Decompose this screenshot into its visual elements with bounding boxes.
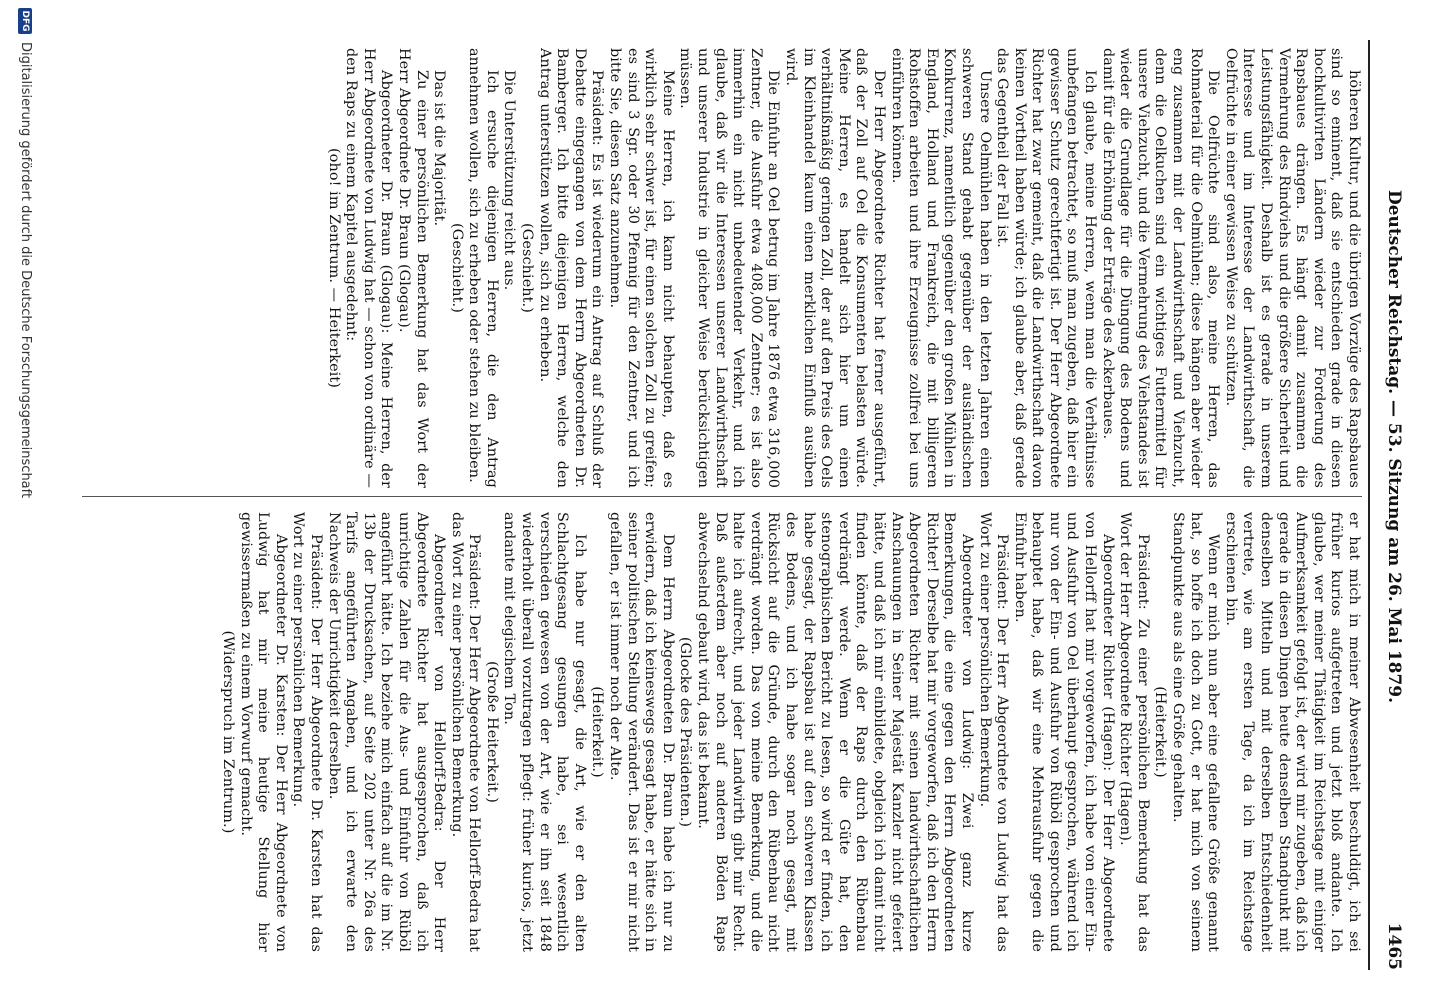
paragraph: höheren Kultur, und die übrigen Vorzüge des Rapsbaues sind so eminent, daß sie entschieden grade in diesen hochkultivirten Ländern wieder zur Forderung des Rapsbaues drängen. Es hängt damit zusammen die Vermehrung des Rindviehs und die größere Sicherheit und Leistungsfähigkeit. Deshalb ist es gerade in unserem Interesse und im Interesse der Landwirthschaft, die Oelfrüchte in einer gewissen Weise zu schützen. [1222,48,1362,488]
credit-text: Digitalisierung gefördert durch die Deutsche Forschungsgemeinschaft [18,42,33,499]
paragraph: Die Unterstützung reicht aus. [501,70,518,291]
paragraph: Abgeordneter Richter (Hagen): Der Herr Abgeordnete von Hellorff hat mir vorgeworfen, ich habe von einer Ein- und Ausfuhr von Oel überhaupt gesprochen, während ich nur von der Ein- und Ausfuhr von Rüböl gesprochen und behauptet habe, daß wir eine Mehrausfuhr gegen die Einfuhr haben. [1011,512,1116,952]
paragraph: Präsident: Der Herr Abgeordnete von Hellorff-Bedra hat das Wort zu einer persönlichen Bemerkung. [448,512,483,952]
right-column [82,512,1362,952]
paragraph: Der Herr Abgeordnete Richter hat ferner ausgeführt, daß der Zoll auf Oel die Konsumenten belasten würde. Meine Herren, es handelt sich hier um einen verhältnißmäßig geringen Zoll, der auf den Preis des Oels im Kleinhandel kaum einen merklichen Einfluß ausüben wird. [783,48,887,488]
paragraph: Präsident: Der Herr Abgeordnete Dr. Karsten hat das Wort zu einer persönlichen Bemerkung. [290,512,324,952]
paragraph: Ich habe nur gesagt, die Art, wie er den alten Schlachtgesang gesungen habe, sei wesentlich verschieden gewesen von der Art, wie er ihn seit 1848 wiederholt überall vorzutragen pflegt: früher kurios, jetzt andante mit elegischem Ton. [501,512,588,952]
paragraph: Ich ersuche diejenigen Herren, die den Antrag annehmen wollen, sich zu erheben oder stehen zu bleiben. [466,48,500,488]
paragraph: Abgeordneter von Ludwig: Zwei ganz kurze Bemerkungen, die eine gegen den Herrn Abgeordneten Richter! Derselbe hat mir vorgeworfen, daß ich den Herrn Abgeordneten Richter mit seinen landwirthschaftlichen Anschauungen in Seiner Majestät Kanzler nicht gefeiert hätte, und daß ich mir einbildete, obgleich ich damit nicht finden könnte, daß der Raps durch den Rübenbau verdrängt werde. Wenn er die Güte hat, den stenographischen Bericht zu lesen, so wird er finden, ich habe gesagt, der Rapsbau ist auf den schweren Klassen des Bodens, und ich habe sogar noch gesagt, mit Rücksicht auf die Gründe, durch den Rübenbau nicht verdrängt worden. Das von meine Bemerkung, und die halte ich aufrecht, und jeder Landwirth gibt mir Recht. Daß außerdem aber noch auf anderen Böden Raps abwechselnd gebaut wird, das ist bekannt. [695,512,975,952]
paragraph: Dem Herrn Abgeordneten Dr. Braun habe ich nur zu erwidern, daß ich keineswegs gesagt habe, er hätte sich in seiner politischen Stellung verändert. Das ist er mir nicht gefallen, er ist immer noch der Alte. [607,512,676,952]
stage-direction: (Widerspruch im Zentrum.) [220,630,236,834]
paragraph: Meine Herren, ich kann nicht behaupten, daß es wirklich sehr schwer ist, für einen solchen Zoll zu greifen; es sind 3 Sgr. oder 30 Pfennig für den Zentner, und ich bitte Sie, diesen Satz anzunehmen. [607,48,676,488]
paragraph: Die Einfuhr an Oel betrug im Jahre 1876 etwa 316,000 Zentner, die Ausfuhr etwa 408,000 Zentner; es ist also immerhin ein nicht unbedeutender Verkehr, und ich glaube, daß wir die Interessen unserer Landwirthschaft und unserer Industrie in gleicher Weise berücksichtigen müssen. [677,48,782,488]
paragraph: Präsident: Zu einer persönlichen Bemerkung hat das Wort der Herr Abgeordnete Richter (Hagen). [1117,512,1151,952]
stage-direction: (Geschieht.) [448,223,465,313]
paragraph: Wenn er mich nun aber eine gefallene Größe genannt hat, so hoffe ich doch zu Gott, er hat mich von seinem Standpunkte aus als eine Größe gehalten. [1170,512,1222,952]
stage-direction: (Heiterkeit.) [589,686,606,778]
stage-direction: (oho! im Zentrum. — Heiterkeit) [325,147,342,389]
left-column [82,48,1362,488]
header-rule [1368,40,1370,970]
paragraph: Abgeordneter Dr. Karsten: Der Herr Abgeordnete von Ludwig hat mir meine heutige Stellung hier gewissermaßen zu einem Vorwurf gemacht. [237,512,289,952]
paragraph: Abgeordneter von Hellorff-Bedra: Der Herr Abgeordnete Richter hat ausgesprochen, daß ich unrichtige Zahlen für die Aus- und Einfuhr von Rüböl angeführt hätte. Ich beziehe mich einfach auf die im Nr. 13b der Drucksachen, auf Seite 202 unter Nr. 26a des Tarifs angeführten Angaben, und ich erwarte den Nachweis der Unrichtigkeit derselben. [325,512,448,952]
header-title: Deutscher Reichstag. — 53. Sitzung am 26. Mai 1879. [1384,190,1404,704]
paragraph: er hat mich in meiner Abwesenheit beschuldigt, ich sei früher kurios aufgetreten und jetzt bloß andante. Ich glaube, wer meiner Thätigkeit im Reichstage mit einiger Aufmerksamkeit gefolgt ist, der wird mir zugeben, daß ich gerade in diesen Dingen heute denselben Standpunkt mit denselben Mitteln und mit derselben Entschiedenheit vertrete, wie am ersten Tage, da ich im Reichstage erschienen bin. [1222,512,1362,952]
paragraph: Zu einer persönlichen Bemerkung hat das Wort der Herr Abgeordnete Dr. Braun (Glogau). [395,48,430,488]
paragraph: Präsident: Es ist wiederum ein Antrag auf Schluß der Debatte eingegangen von dem Herrn Abgeordneten Dr. Bamberger. Ich bitte diejenigen Herren, welche den Antrag unterstützen wollen, sich zu erheben. [536,48,606,488]
paragraph: Unsere Oelmühlen haben in den letzten Jahren einen schweren Stand gehabt gegenüber der ausländischen Konkurrenz, namentlich gegenüber den großen Mühlen in England, Holland und Frankreich, die mit billigeren Rohstoffen arbeiten und ihre Erzeugnisse zollfrei bei uns einführen können. [888,48,993,488]
paragraph: Das ist die Majorität. [431,70,448,227]
stage-direction: (Große Heiterkeit.) [483,661,500,803]
paragraph: Präsident: Der Herr Abgeordnete von Ludwig hat das Wort zu einer persönlichen Bemerkung. [976,512,1011,952]
column-divider [82,496,1362,497]
stage-direction: (Glocke des Präsidenten.) [677,636,694,828]
stage-direction: (Heiterkeit.) [1152,686,1169,778]
page-header [1374,40,1404,970]
dfg-logo-icon: DFG [18,8,32,34]
stage-direction: (Geschieht.) [519,223,536,313]
paragraph: Abgeordneter Dr. Braun (Glogau): Meine Herren, der Herr Abgeordnete von Ludwig hat — schon von ordinäre — den Raps zu einem Kapitel ausgedehnt: [343,48,395,488]
digitization-credit [8,0,38,1000]
paragraph: Ich glaube, meine Herren, wenn man die Verhältnisse unbefangen betrachtet, so muß man zugeben, daß hier ein gewisser Schutz gerechtfertigt ist. Der Herr Abgeordnete Richter hat zwar gemeint, daß die Landwirthschaft davon keinen Vortheil haben würde; ich glaube aber, daß gerade das Gegentheil der Fall ist. [994,48,1099,488]
paragraph: Die Oelfrüchte sind also, meine Herren, das Rohmaterial für die Oelmühlen; diese hängen aber wieder eng zusammen mit der Landwirthschaft und Viehzucht, denn die Oelkuchen sind ein wichtiges Futtermittel für unsere Viehzucht, und die Vermehrung des Viehstandes ist wieder die Grundlage für die Düngung des Bodens und damit für die Erhöhung der Erträge des Ackerbaues. [1099,48,1222,488]
page-number: 1465 [1384,922,1404,970]
